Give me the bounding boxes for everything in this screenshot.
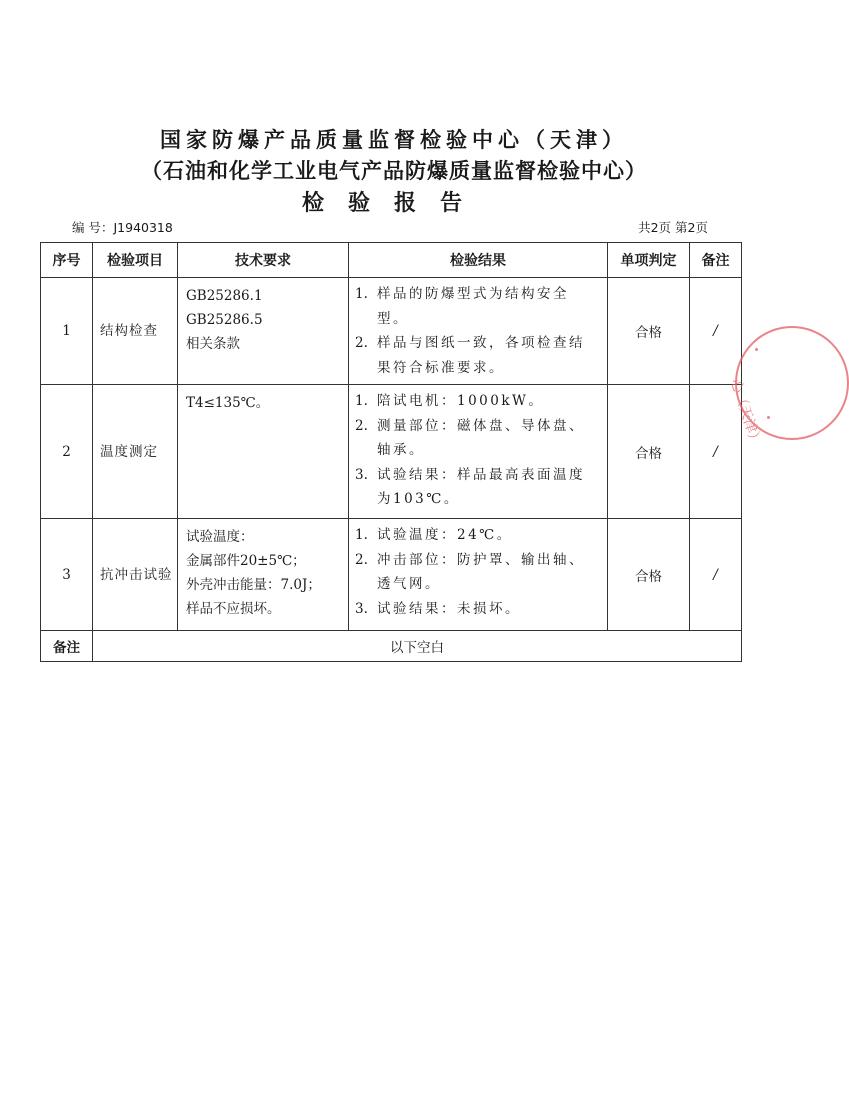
result-item: 1. 陪试电机：1000kW。: [355, 393, 545, 409]
result-item: 1. 样品的防爆型式为结构安全型。: [355, 286, 569, 327]
col-header-results: 检验结果: [349, 243, 608, 278]
row-remark: /: [690, 278, 742, 385]
report-number-value: J1940318: [113, 220, 173, 235]
row-remark: /: [690, 519, 742, 631]
row-results: [349, 519, 608, 631]
col-header-item: 检验项目: [93, 243, 178, 278]
footer-label: 备注: [41, 631, 93, 662]
row-results: [349, 385, 608, 519]
row-remark: /: [690, 385, 742, 519]
row-number: 3: [41, 519, 93, 631]
table-footer-row: [41, 631, 742, 662]
seal-speckle: [755, 348, 758, 351]
page-info: 共2页 第2页: [638, 220, 708, 235]
table-row: [41, 278, 742, 385]
report-number-label: 编 号：: [72, 220, 114, 235]
title-line-1: 国家防爆产品质量监督检验中心（天津）: [160, 128, 628, 152]
requirement-line: T4≤135℃。: [186, 395, 270, 411]
row-verdict: 合格: [608, 519, 690, 631]
result-item: 2. 样品与图纸一致，各项检查结果符合标准要求。: [355, 335, 585, 376]
row-requirements: [178, 385, 349, 519]
result-item: 2. 冲击部位：防护罩、输出轴、透气网。: [355, 551, 585, 592]
table-header-row: [41, 243, 742, 278]
row-item: 结构检查: [93, 278, 178, 385]
result-item: 2. 测量部位：磁体盘、导体盘、轴承。: [355, 417, 585, 458]
requirement-line: 试验温度：: [186, 529, 254, 545]
col-header-num: 序号: [41, 243, 93, 278]
row-verdict: 合格: [608, 385, 690, 519]
row-requirements: [178, 519, 349, 631]
requirement-line: 外壳冲击能量：7.0J；: [186, 577, 321, 593]
inspection-table: [40, 242, 742, 662]
row-item: 温度测定: [93, 385, 178, 519]
report-title: 检验报告: [301, 191, 486, 216]
row-number: 2: [41, 385, 93, 519]
requirement-line: 相关条款: [186, 336, 240, 352]
col-header-remark: 备注: [690, 243, 742, 278]
result-item: 1. 试验温度：24℃。: [355, 527, 513, 543]
footer-text: 以下空白: [93, 631, 742, 662]
row-number: 1: [41, 278, 93, 385]
title-line-2: （石油和化学工业电气产品防爆质量监督检验中心）: [141, 159, 647, 183]
row-verdict: 合格: [608, 278, 690, 385]
official-seal-stamp: [726, 326, 849, 449]
col-header-verdict: 单项判定: [608, 243, 690, 278]
row-requirements: [178, 278, 349, 385]
requirement-line: GB25286.5: [186, 312, 263, 328]
table-row: [41, 385, 742, 519]
table-row: [41, 519, 742, 631]
row-item: 抗冲击试验: [93, 519, 178, 631]
row-results: [349, 278, 608, 385]
seal-text: 心（天津）: [726, 376, 764, 449]
requirement-line: 金属部件20±5℃；: [186, 553, 306, 569]
result-item: 3. 试验结果：样品最高表面温度为103℃。: [355, 466, 585, 507]
seal-speckle: [767, 416, 770, 419]
result-item: 3. 试验结果：未损坏。: [355, 600, 521, 617]
requirement-line: 样品不应损坏。: [186, 601, 281, 617]
col-header-requirements: 技术要求: [178, 243, 349, 278]
report-number: [72, 218, 173, 236]
requirement-line: GB25286.1: [186, 288, 263, 304]
